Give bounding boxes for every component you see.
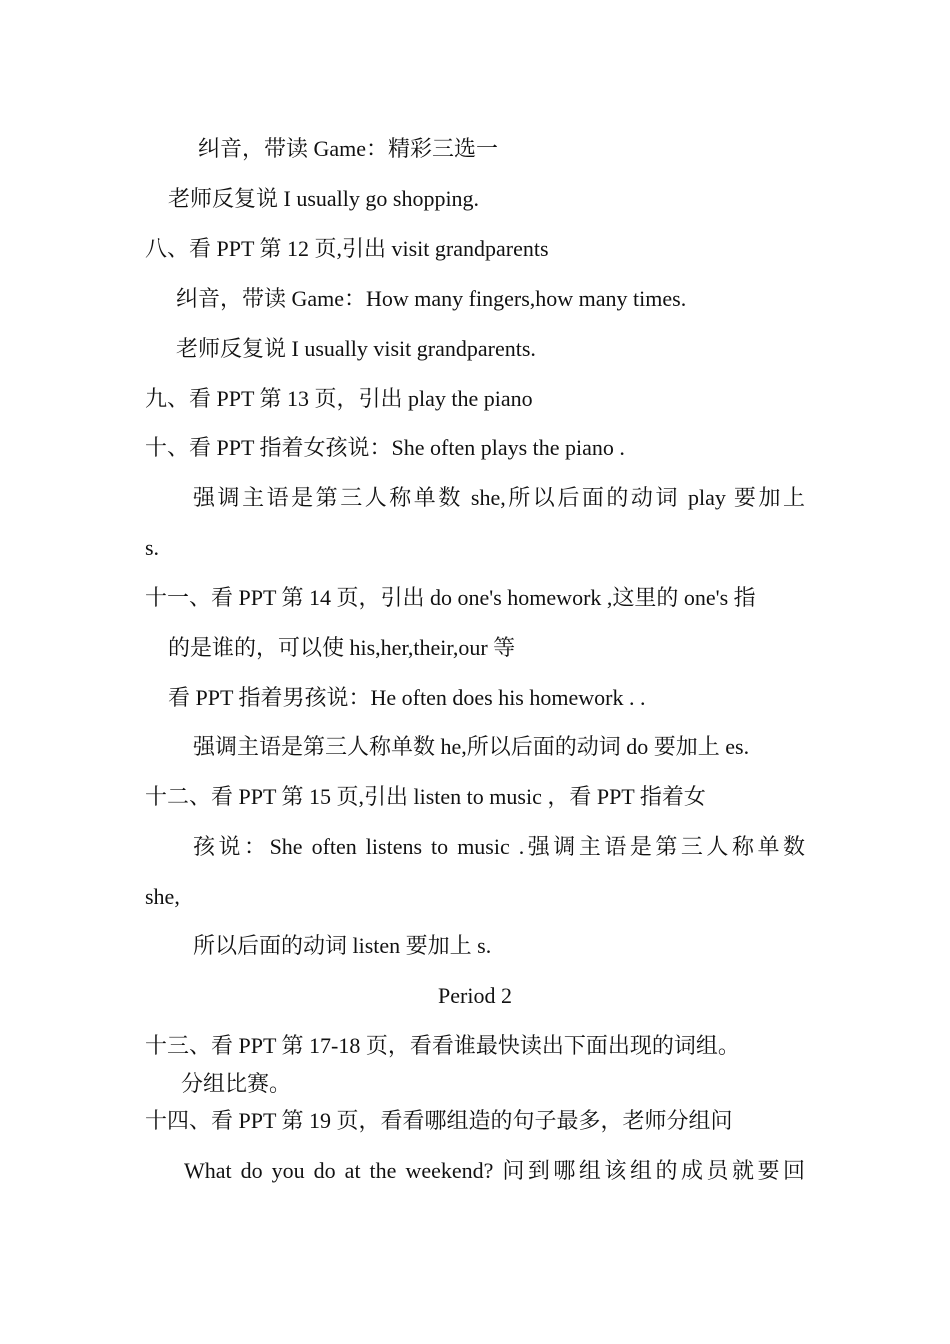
- section-heading: Period 2: [438, 983, 512, 1008]
- text-line-11: 的是谁的，可以使 his,her,their,our 等: [168, 635, 516, 660]
- text-line-21: What do you do at the weekend? 问到哪组该组的成员就要回: [184, 1158, 805, 1183]
- text-line-12: 看 PPT 指着男孩说：He often does his homework . .: [168, 685, 646, 710]
- text-line-14: 十二、看 PPT 第 15 页,引出 listen to music ，看 PPT 指着女: [145, 784, 706, 809]
- text-line-1: 纠音，带读 Game：精彩三选一: [198, 136, 499, 161]
- text-line-16: she,: [145, 884, 180, 909]
- text-line-18: 十三、看 PPT 第 17-18 页，看看谁最快读出下面出现的词组。: [145, 1033, 740, 1058]
- text-line-2: 老师反复说 I usually go shopping.: [168, 186, 480, 211]
- text-line-20: 十四、看 PPT 第 19 页，看看哪组造的句子最多，老师分组问: [145, 1108, 733, 1133]
- text-line-9: s.: [145, 535, 160, 560]
- text-line-8: 强调主语是第三人称单数 she,所以后面的动词 play 要加上: [193, 485, 805, 510]
- text-line-10: 十一、看 PPT 第 14 页，引出 do one's homework ,这里的 one's 指: [145, 585, 756, 610]
- text-line-5: 老师反复说 I usually visit grandparents.: [176, 336, 536, 361]
- text-line-6: 九、看 PPT 第 13 页，引出 play the piano: [145, 386, 533, 411]
- text-line-4: 纠音，带读 Game：How many fingers,how many times.: [176, 286, 687, 311]
- text-line-7: 十、看 PPT 指着女孩说：She often plays the piano .: [145, 435, 625, 460]
- text-line-15: 孩说：She often listens to music .强调主语是第三人称单数: [193, 834, 805, 859]
- text-line-13: 强调主语是第三人称单数 he,所以后面的动词 do 要加上 es.: [193, 734, 750, 759]
- text-line-3: 八、看 PPT 第 12 页,引出 visit grandparents: [145, 236, 549, 261]
- text-line-19: 分组比赛。: [181, 1071, 292, 1096]
- text-line-17: 所以后面的动词 listen 要加上 s.: [193, 933, 492, 958]
